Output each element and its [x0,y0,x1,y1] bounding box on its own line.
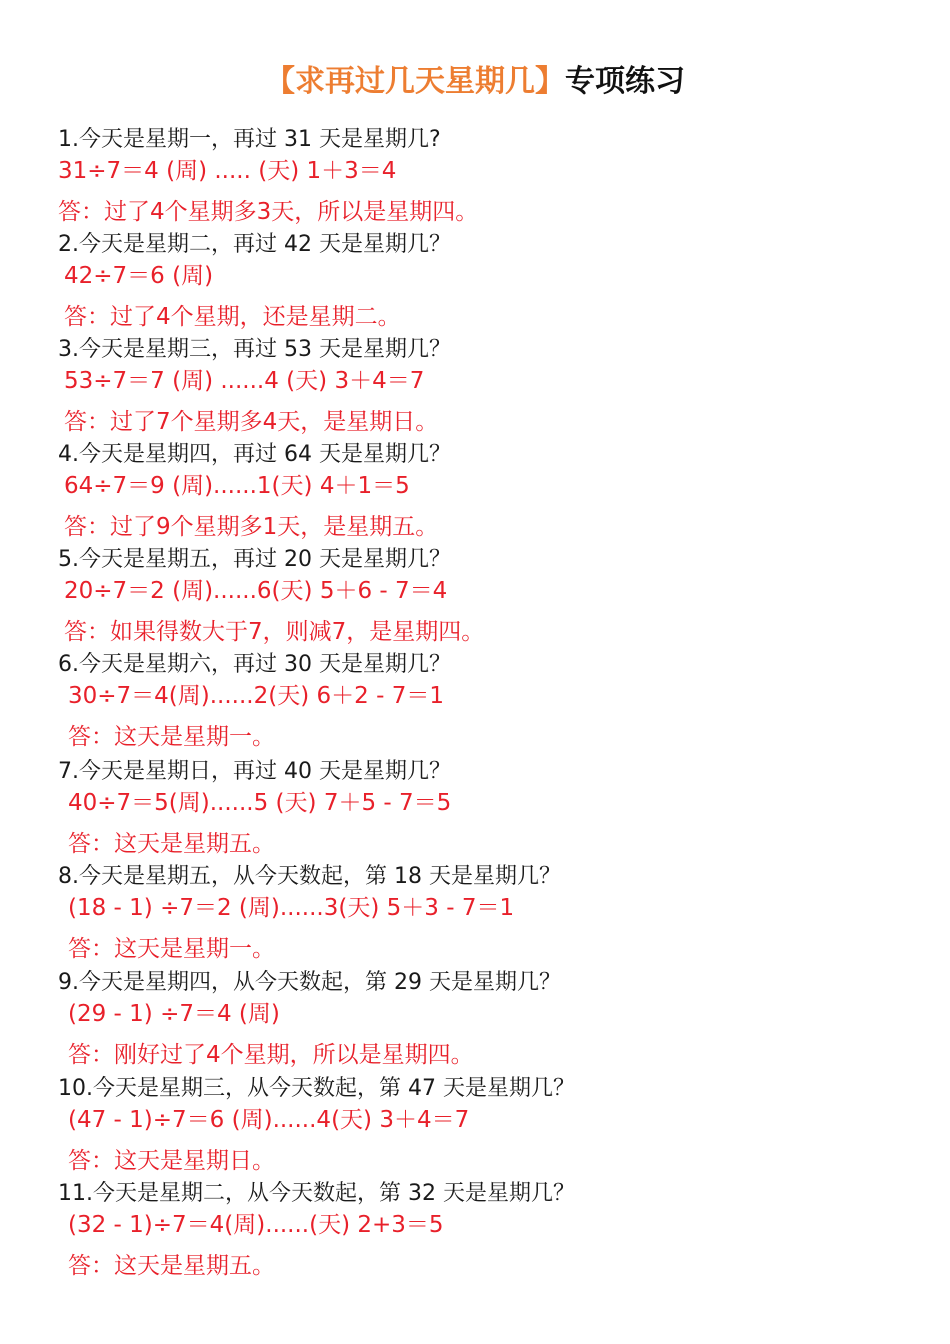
question-text: 7.今天是星期日，再过 40 天是星期几？ [58,759,451,784]
calculation-text: 31÷7＝4 (周) ..... (天) 1＋3＝4 [58,158,397,184]
calculation-text: (18 - 1) ÷7＝2 (周)......3(天) 5＋3 - 7＝1 [68,895,515,921]
calculation-text: (47 - 1)÷7＝6 (周)......4(天) 3＋4＝7 [68,1107,470,1133]
question-text: 6.今天是星期六，再过 30 天是星期几？ [58,652,451,677]
calculation-text: 64÷7＝9 (周)......1(天) 4＋1＝5 [64,473,410,499]
answer-text: 答：这天是星期五。 [68,1253,275,1279]
question-text: 1.今天是星期一，再过 31 天是星期几? [58,127,441,152]
answer-text: 答：这天是星期一。 [68,724,275,750]
answer-text: 答：过了4个星期多3天，所以是星期四。 [58,199,479,225]
question-text: 11.今天是星期二，从今天数起，第 32 天是星期几？ [58,1181,575,1206]
question-text: 9.今天是星期四，从今天数起，第 29 天是星期几？ [58,970,561,995]
question-text: 3.今天是星期三，再过 53 天是星期几？ [58,337,451,362]
calculation-text: 40÷7＝5(周)......5 (天) 7＋5 - 7＝5 [68,790,452,816]
answer-text: 答：这天是星期一。 [68,936,275,962]
calculation-text: 30÷7＝4(周)......2(天) 6＋2 - 7＝1 [68,683,444,709]
title-highlight: 【求再过几天星期几】 [265,64,565,99]
question-text: 4.今天是星期四，再过 64 天是星期几？ [58,442,451,467]
calculation-text: 42÷7＝6 (周) [64,263,214,289]
question-text: 8.今天是星期五，从今天数起，第 18 天是星期几？ [58,864,561,889]
question-text: 5.今天是星期五，再过 20 天是星期几？ [58,547,451,572]
calculation-text: 53÷7＝7 (周) ......4 (天) 3＋4＝7 [64,368,425,394]
calculation-text: (29 - 1) ÷7＝4 (周) [68,1001,280,1027]
calculation-text: 20÷7＝2 (周)......6(天) 5＋6 - 7＝4 [64,578,448,604]
calculation-text: (32 - 1)÷7＝4(周)......(天) 2+3＝5 [68,1212,444,1238]
answer-text: 答：过了4个星期，还是星期二。 [64,304,401,330]
page-title [0,62,950,102]
title-rest: 专项练习 [565,64,685,99]
answer-text: 答：刚好过了4个星期，所以是星期四。 [68,1042,474,1068]
question-text: 2.今天是星期二，再过 42 天是星期几？ [58,232,451,257]
answer-text: 答：这天是星期日。 [68,1148,275,1174]
answer-text: 答：如果得数大于7，则减7，是星期四。 [64,619,485,645]
answer-text: 答：这天是星期五。 [68,831,275,857]
answer-text: 答：过了7个星期多4天，是星期日。 [64,409,439,435]
answer-text: 答：过了9个星期多1天，是星期五。 [64,514,439,540]
question-text: 10.今天是星期三，从今天数起，第 47 天是星期几？ [58,1076,575,1101]
